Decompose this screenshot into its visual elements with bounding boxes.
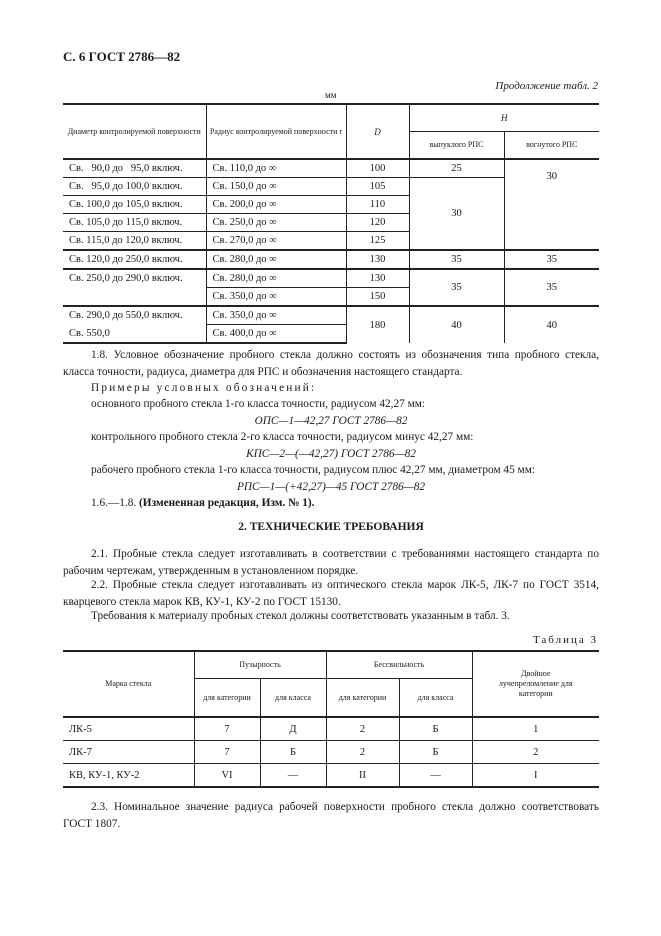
table-row [63,269,599,288]
cell-brand: ЛК-5 [63,717,194,741]
cell-diameter: Св. 250,0 до 290,0 включ. [63,269,206,306]
cell-striae-category: II [326,764,399,788]
cell-striae-class: — [399,764,472,788]
cell-radius: Св. 280,0 до ∞ [206,269,346,288]
cell-diameter: Св. 290,0 до 550,0 включ. [63,306,206,325]
examples-title: Примеры условных обозначений: [91,382,317,394]
header-striae: Бессвильность [326,651,472,679]
example-2-code: КПС—2—(—42,27) ГОСТ 2786—82 [246,448,416,460]
cell-diameter: Св. 120,0 до 250,0 включ. [63,250,206,269]
table-row [63,741,599,764]
cell-striae-class: Б [399,717,472,741]
header-bubbles-class: для класса [260,679,326,718]
cell-D: 125 [346,232,409,251]
cell-D: 180 [346,306,409,343]
edit-note-ref: 1.6.—1.8. [91,497,140,509]
table-3-label: Таблица 3 [532,634,598,646]
cell-D: 110 [346,196,409,214]
cell-radius: Св. 150,0 до ∞ [206,178,346,196]
example-3-description: рабочего пробного стекла 1-го класса точности, радиусом плюс 42,27 мм, диаметром 45 мм: [91,464,535,476]
table-row [63,764,599,788]
cell-striae-category: 2 [326,741,399,764]
paragraph-2-1: 2.1. Пробные стекла следует изготавливать в соответствии с требованиями настоящего стандарта по рабочим чертежам, утвержденным в установленном порядке. [63,548,599,577]
cell-radius: Св. 250,0 до ∞ [206,214,346,232]
cell-h-convex: 30 [409,178,504,251]
cell-h-concave: 35 [504,250,599,269]
paragraph-2-3: 2.3. Номинальное значение радиуса рабочей поверхности пробного стекла должно соответствовать ГОСТ 1807. [63,801,599,830]
cell-diameter: Св. 90,0 до 95,0 включ. [63,159,206,178]
table-row [63,717,599,741]
cell-D: 130 [346,269,409,288]
header-striae-class: для класса [399,679,472,718]
cell-h-concave: 30 [504,159,599,250]
cell-bubbles-category: 7 [194,717,260,741]
cell-radius: Св. 280,0 до ∞ [206,250,346,269]
cell-striae-class: Б [399,741,472,764]
cell-radius: Св. 200,0 до ∞ [206,196,346,214]
table-2 [63,103,599,344]
section-title: 2. ТЕХНИЧЕСКИЕ ТРЕБОВАНИЯ [238,521,424,533]
cell-radius: Св. 400,0 до ∞ [206,325,346,344]
header-concave: вогнутого РПС [504,132,599,160]
cell-h-concave: 35 [504,269,599,306]
example-3-code: РПС—1—(+42,27)—45 ГОСТ 2786—82 [236,481,426,493]
cell-D: 120 [346,214,409,232]
header-radius: Радиус контролируемой поверхности r [206,104,346,159]
table-row [63,306,599,325]
cell-brand: ЛК-7 [63,741,194,764]
paragraph-1-8: 1.8. Условное обозначение пробного стекла должно состоять из обозначения типа пробного стекла, класса точности, радиуса, диаметра для РПС и обозначения настоящего стандарта. [63,349,599,378]
cell-h-convex: 25 [409,159,504,178]
header-D: D [346,104,409,159]
header-diameter: Диаметр контролируемой поверхности [63,104,206,159]
cell-diameter: Св. 95,0 до 100,0 включ. [63,178,206,196]
cell-D: 105 [346,178,409,196]
header-H: H [409,104,599,132]
table-row [63,159,599,178]
cell-bubbles-class: Б [260,741,326,764]
cell-D: 100 [346,159,409,178]
cell-diameter: Св. 115,0 до 120,0 включ. [63,232,206,251]
cell-D: 150 [346,288,409,307]
cell-radius: Св. 350,0 до ∞ [206,306,346,325]
paragraph-2-2: 2.2. Пробные стекла следует изготавливать из оптического стекла марок ЛК-5, ЛК-7 по ГОСТ 3514, кварцевого стекла марок КВ, КУ-1, КУ-2 по ГОСТ 15130. [63,579,599,608]
example-1-code: ОПС—1—42,27 ГОСТ 2786—82 [254,415,408,427]
header-bubbles-category: для категории [194,679,260,718]
header-convex: выпуклого РПС [409,132,504,160]
edit-note [63,495,599,512]
example-2-description: контрольного пробного стекла 2-го класса точности, радиусом минус 42,27 мм: [91,431,474,443]
cell-diameter: Св. 105,0 до 115,0 включ. [63,214,206,232]
header-brand: Марка стекла [63,651,194,717]
cell-radius: Св. 110,0 до ∞ [206,159,346,178]
cell-diameter: Св. 100,0 до 105,0 включ. [63,196,206,214]
cell-striae-category: 2 [326,717,399,741]
table-row [63,250,599,269]
cell-h-convex: 40 [409,306,504,343]
header-birefringence: Двойное лучепреломление для категории [472,651,599,717]
cell-h-convex: 35 [409,250,504,269]
cell-diameter: Св. 550,0 [63,325,206,344]
cell-bubbles-class: Д [260,717,326,741]
cell-h-convex: 35 [409,269,504,306]
cell-birefringence: 2 [472,741,599,764]
cell-birefringence: I [472,764,599,788]
cell-radius: Св. 270,0 до ∞ [206,232,346,251]
header-bubbles: Пузырность [194,651,326,679]
edit-note-bold: (Измененная редакция, Изм. № 1). [139,497,315,509]
header-striae-category: для категории [326,679,399,718]
table-3 [63,650,599,788]
paragraph-2-2-requirements: Требования к материалу пробных стекол должны соответствовать указанным в табл. 3. [91,610,510,622]
cell-bubbles-class: — [260,764,326,788]
unit-label: мм [325,90,337,100]
cell-bubbles-category: 7 [194,741,260,764]
cell-brand: КВ, КУ-1, КУ-2 [63,764,194,788]
page-header: С. 6 ГОСТ 2786—82 [63,49,181,64]
cell-birefringence: 1 [472,717,599,741]
cell-h-concave: 40 [504,306,599,343]
cell-radius: Св. 350,0 до ∞ [206,288,346,307]
cell-D: 130 [346,250,409,269]
table-continuation-label: Продолжение табл. 2 [495,80,598,92]
example-1-description: основного пробного стекла 1-го класса точности, радиусом 42,27 мм: [91,398,426,410]
cell-bubbles-category: VI [194,764,260,788]
